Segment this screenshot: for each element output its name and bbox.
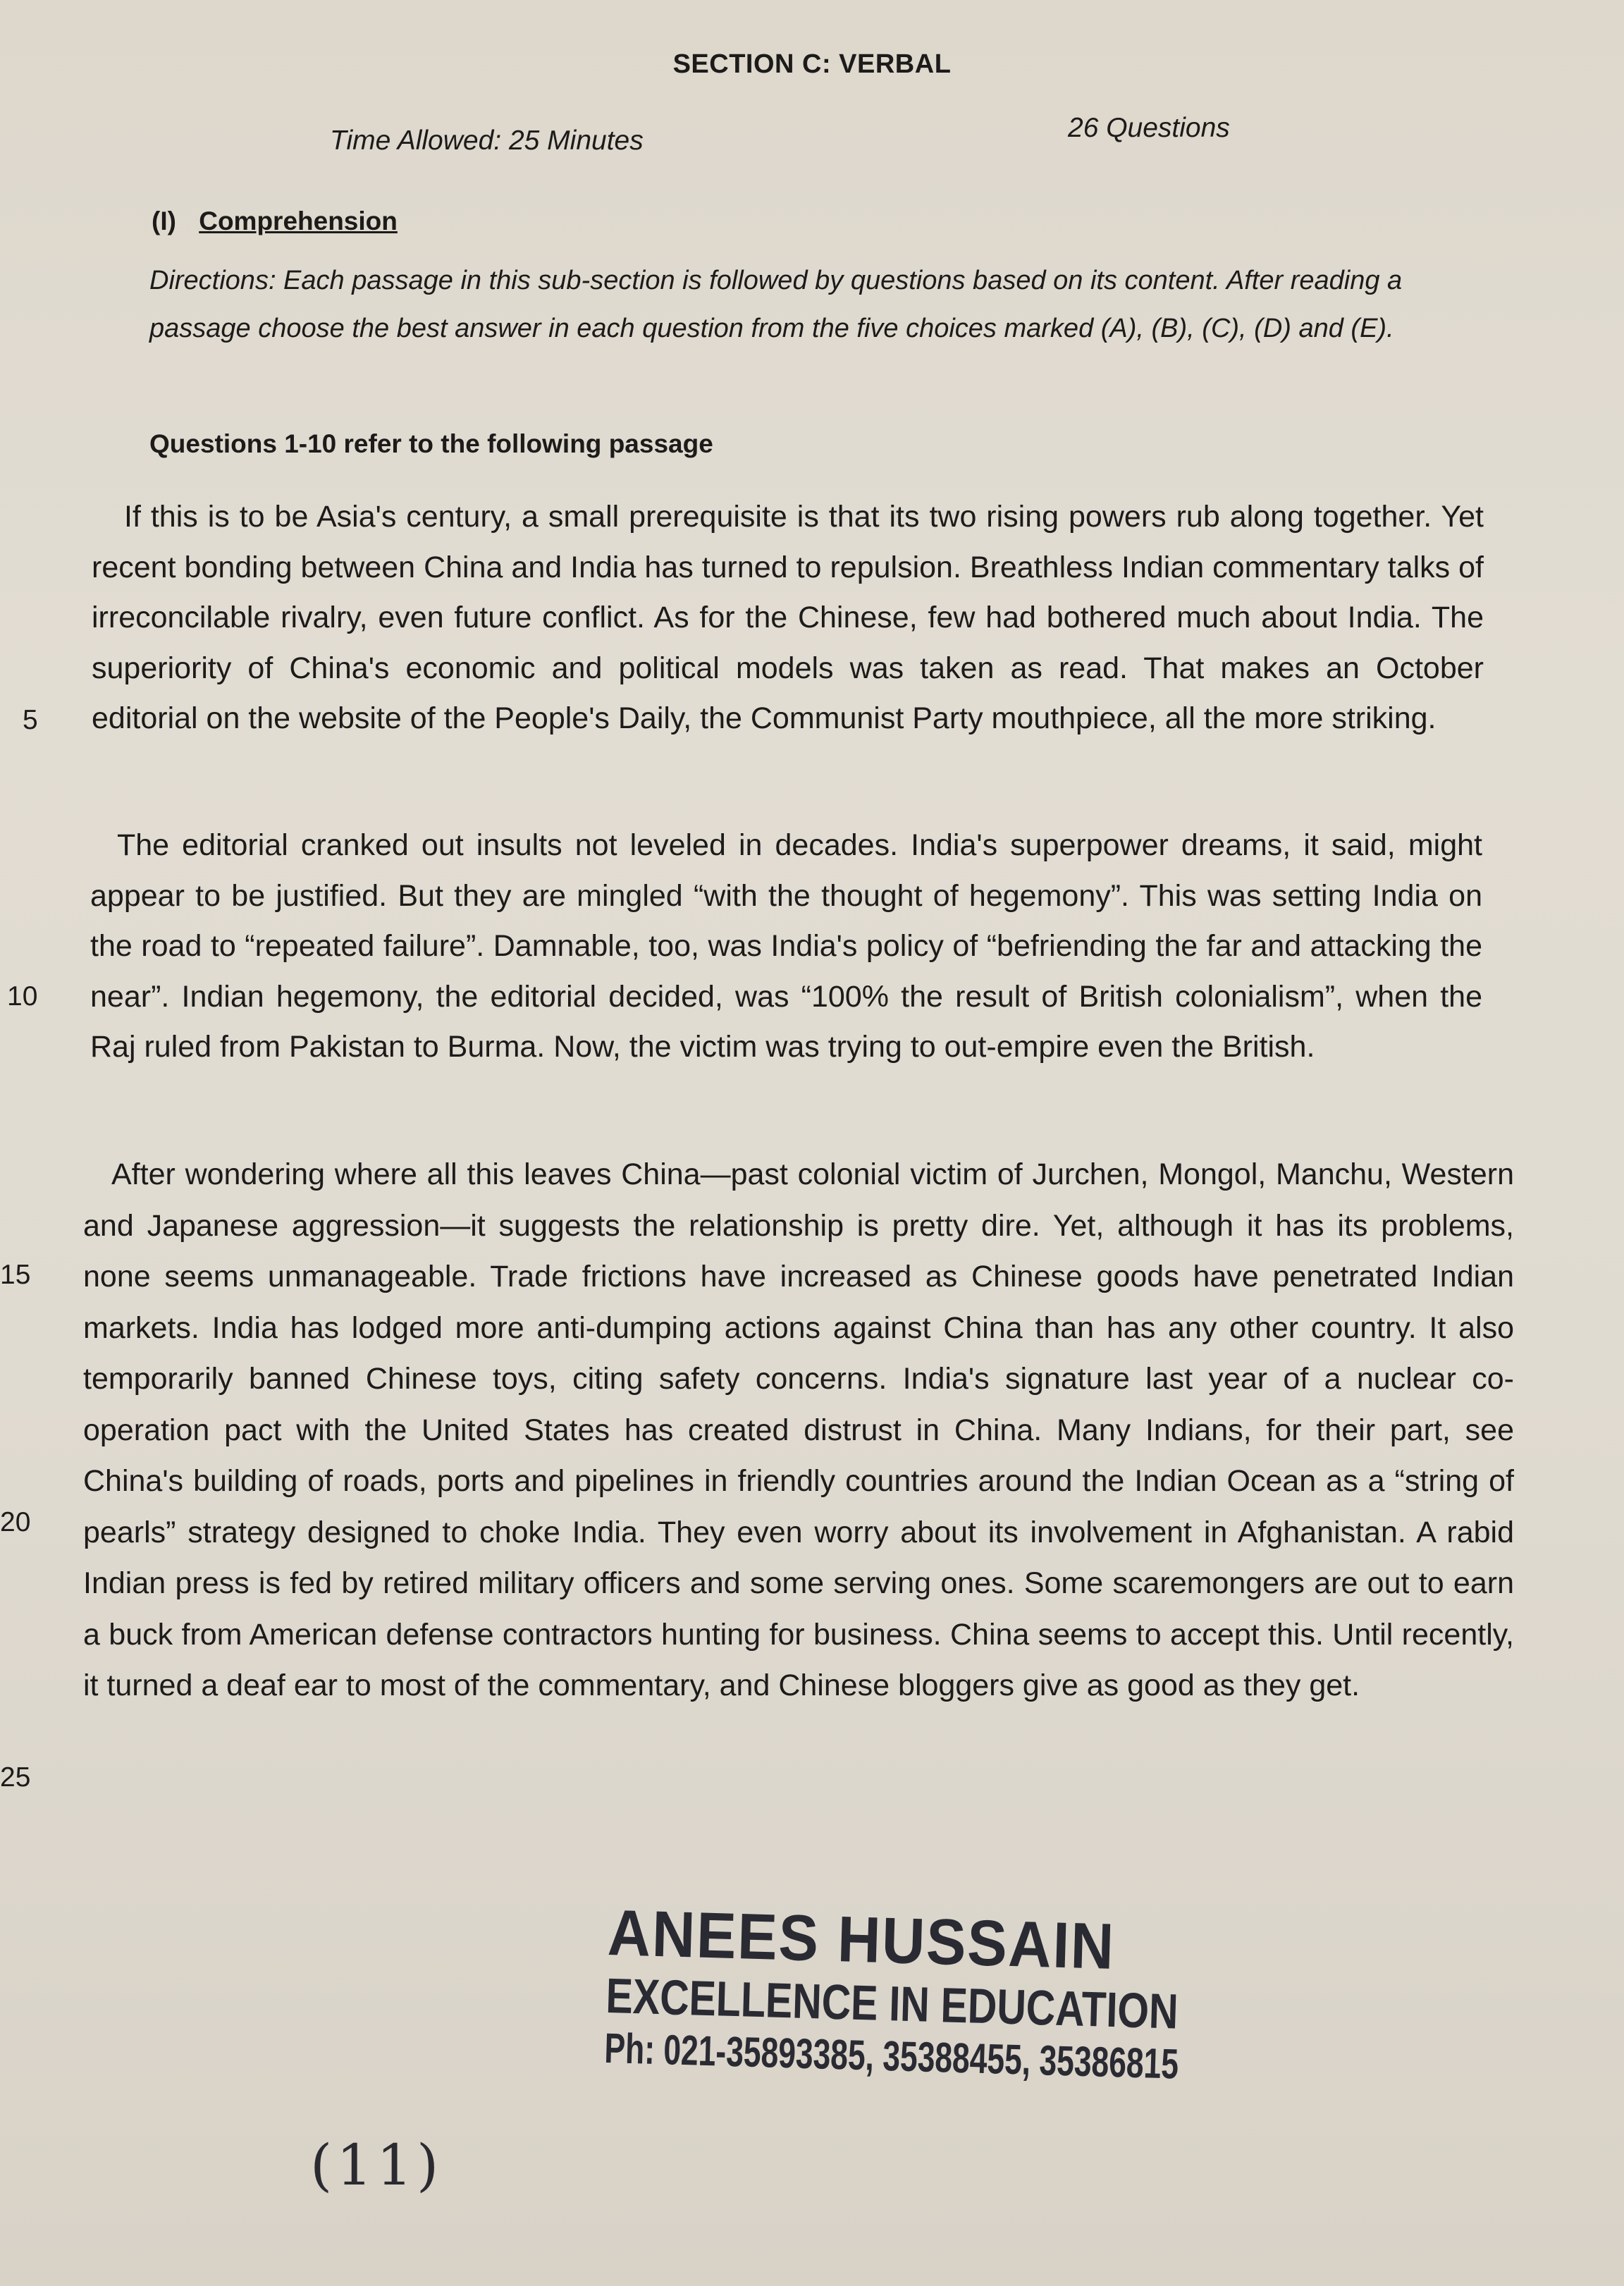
stamp-tagline: EXCELLENCE IN EDUCATION [605, 1967, 1179, 2039]
section-title: SECTION C: VERBAL [672, 49, 952, 79]
comprehension-heading [152, 207, 398, 236]
passage-paragraph-3: After wondering where all this leaves China—past colonial victim of Jurchen, Mongol, Manchu, Western and Japanese aggression—it suggests the relationship is pretty dire. Yet, although it has its problems, none seems unmanageable. Trade frictions have increased as Chinese goods have penetrated Indian markets. India has lodged more anti-dumping actions against China than has any other country. It also temporarily banned Chinese toys, citing safety concerns. India's signature last year of a nuclear co-operation pact with the United States has created distrust in China. Many Indians, for their part, see China's building of roads, ports and pipelines in friendly countries around the Indian Ocean as a “string of pearls” strategy designed to choke India. They even worry about its involvement in Afghanistan. A rabid Indian press is fed by retired military officers and some serving ones. Some scaremongers are out to earn a buck from American defense contractors hunting for business. China seems to accept this. Until recently, it turned a deaf ear to most of the commentary, and Chinese bloggers give as good as they get. [83, 1157, 1514, 1702]
line-number-15: 15 [0, 1260, 31, 1290]
stamp-name: ANEES HUSSAIN [606, 1896, 1116, 1984]
handwritten-page-number: (11) [310, 2132, 443, 2198]
line-number-5: 5 [23, 705, 38, 735]
question-count: 26 Questions [1068, 113, 1230, 143]
line-number-20: 20 [0, 1507, 31, 1537]
stamp-phone: Ph: 021-35893385, 35388455, 35386815 [603, 2024, 1179, 2088]
passage-paragraph-2: The editorial cranked out insults not leveled in decades. India's superpower dreams, it said, might appear to be justified. But they are mingled “with the thought of hegemony”. This was setting India on the road to “repeated failure”. Damnable, too, was India's policy of “befriending the far and attacking the near”. Indian hegemony, the editorial decided, was “100% the result of British colonialism”, when the Raj ruled from Pakistan to Burma. Now, the victim was trying to out-empire even the British. [90, 828, 1482, 1064]
directions-text: Directions: Each passage in this sub-section is followed by questions based on its content. After reading a passage choose the best answer in each question from the five choices marked (A), (B), (C), (D) and (E). [149, 266, 1403, 343]
institute-stamp [603, 1896, 1179, 2088]
line-number-25: 25 [0, 1762, 31, 1793]
line-number-10: 10 [7, 981, 38, 1012]
comprehension-number: (I) [152, 207, 176, 235]
questions-reference: Questions 1-10 refer to the following passage [149, 429, 713, 458]
passage-paragraph-1: If this is to be Asia's century, a small prerequisite is that its two rising powers rub along together. Yet recent bonding between China and India has turned to repulsion. Breathless Indian commentary talks of irreconcilable rivalry, even future conflict. As for the Chinese, few had bothered much about India. The superiority of China's economic and political models was taken as read. That makes an October editorial on the website of the People's Daily, the Communist Party mouthpiece, all the more striking. [92, 500, 1484, 735]
time-allowed: Time Allowed: 25 Minutes [330, 125, 644, 156]
comprehension-label: Comprehension [199, 207, 398, 235]
